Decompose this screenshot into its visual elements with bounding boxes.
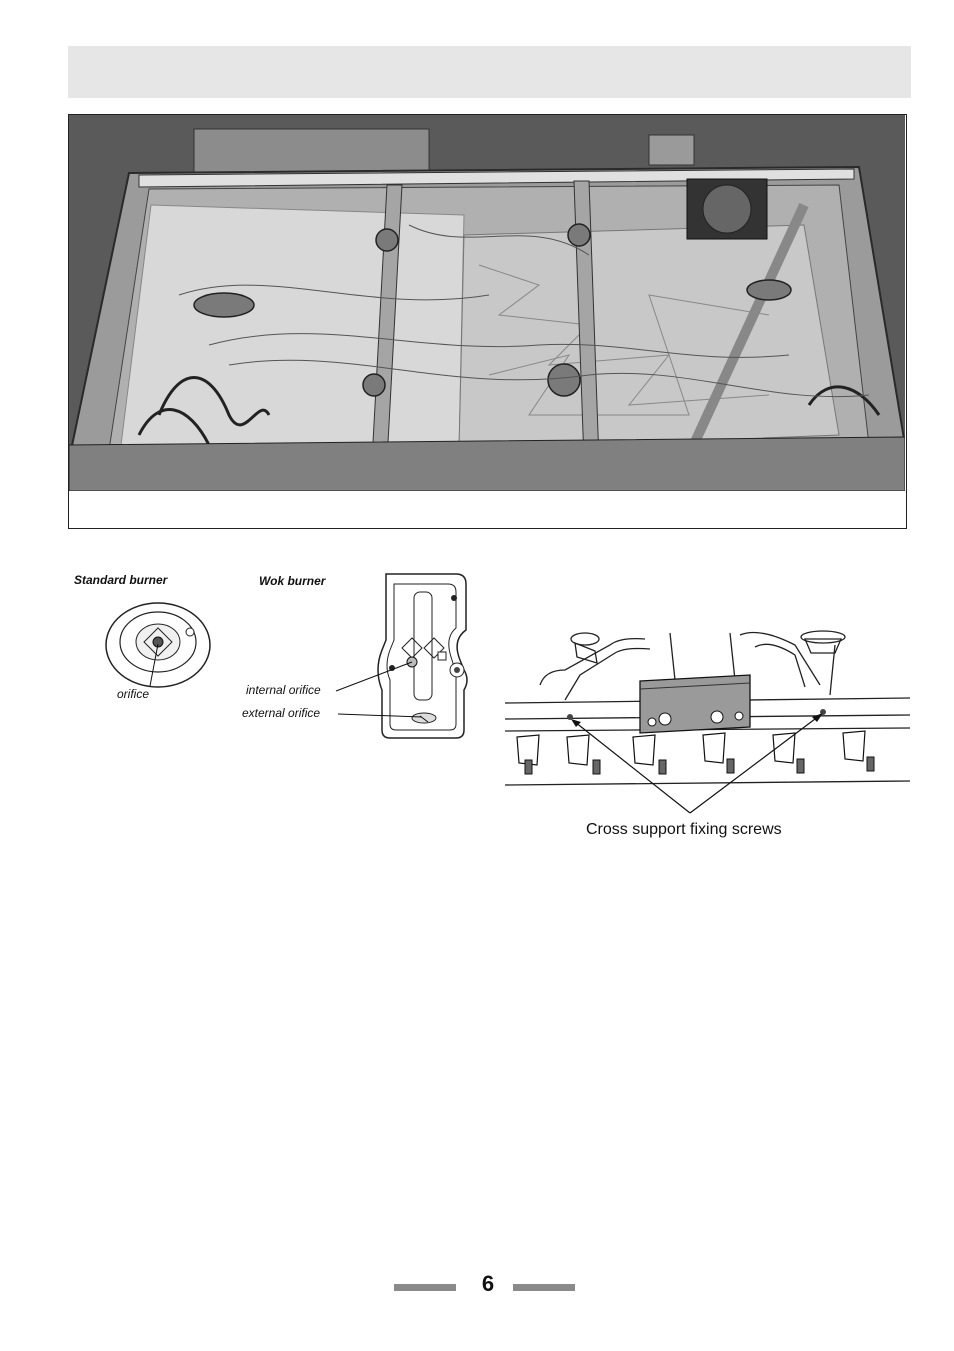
- orifice-label: orifice: [117, 687, 150, 701]
- internal-orifice-label: internal orifice: [246, 683, 321, 697]
- hob-interior-illustration: [69, 115, 905, 491]
- hob-underside-photo: [68, 114, 907, 529]
- cross-support-diagram: [505, 625, 910, 825]
- wok-burner-title: Wok burner: [259, 574, 326, 588]
- cross-support-caption: Cross support fixing screws: [586, 821, 782, 838]
- page-number-bar-left: [394, 1284, 456, 1291]
- external-orifice-label: external orifice: [242, 706, 321, 720]
- page-number: 6: [481, 1271, 495, 1296]
- standard-burner-title: Standard burner: [74, 573, 168, 587]
- page-number-bar-right: [513, 1284, 575, 1291]
- standard-burner-diagram: [100, 600, 220, 695]
- orifice-leader-lines: [330, 640, 430, 730]
- header-band: [68, 46, 911, 98]
